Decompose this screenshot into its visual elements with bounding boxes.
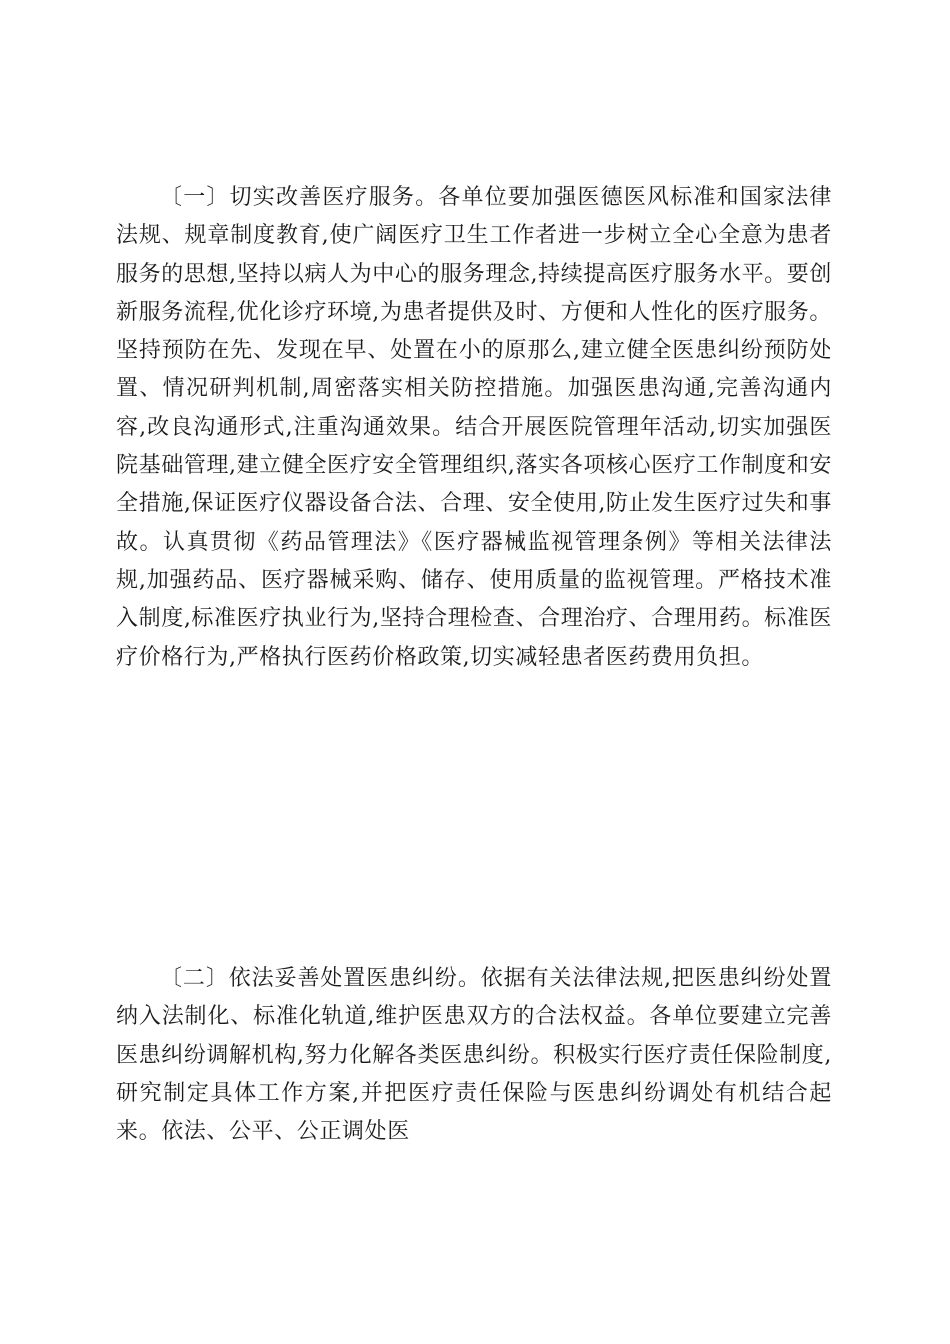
paragraph-improve-medical-service: 〔一〕切实改善医疗服务。各单位要加强医德医风标准和国家法律法规、规章制度教育,使广阔医疗卫生工作者进一步树立全心全意为患者服务的思想,坚持以病人为中心的服务理念,持续提高医疗服务水平。要创新服务流程,优化诊疗环境,为患者提供及时、方便和人性化的医疗服务。坚持预防在先、发现在早、处置在小的原那么,建立健全医患纠纷预防处置、情况研判机制,周密落实相关防控措施。加强医患沟通,完善沟通内容,改良沟通形式,注重沟通效果。结合开展医院管理年活动,切实加强医院基础管理,建立健全医疗安全管理组织,落实各项核心医疗工作制度和安全措施,保证医疗仪器设备合法、合理、安全使用,防止发生医疗过失和事故。认真贯彻《药品管理法》《医疗器械监视管理条例》等相关法律法规,加强药品、医疗器械采购、储存、使用质量的监视管理。严格技术准入制度,标准医疗执业行为,坚持合理检查、合理治疗、合理用药。标准医疗价格行为,严格执行医药价格政策,切实减轻患者医药费用负担。 [116, 185, 832, 670]
paragraph-handle-medical-disputes: 〔二〕依法妥善处置医患纠纷。依据有关法律法规,把医患纠纷处置纳入法制化、标准化轨道,维护医患双方的合法权益。各单位要建立完善医患纠纷调解机构,努力化解各类医患纠纷。积极实行医疗责任保险制度,研究制定具体工作方案,并把医疗责任保险与医患纠纷调处有机结合起来。依法、公平、公正调处医 [116, 966, 832, 1145]
